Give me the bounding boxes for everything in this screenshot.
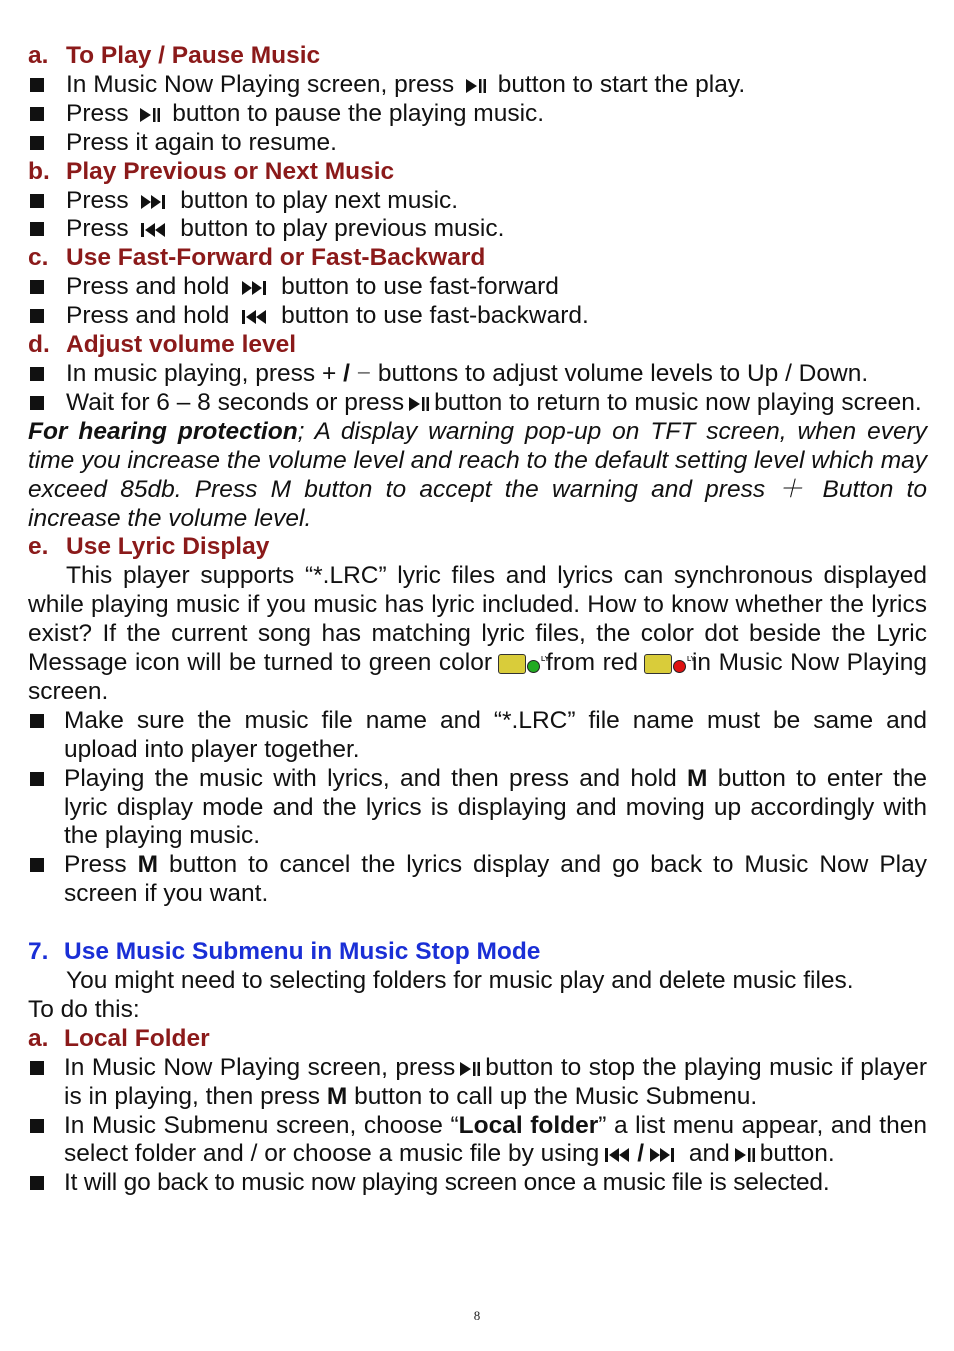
bullet-text — [66, 273, 927, 302]
bullet-text — [64, 1054, 927, 1112]
bullet-square-icon — [28, 1054, 64, 1112]
bullet-text-part: button to play previous music. — [180, 215, 505, 243]
bullet-text-part: Press and hold — [66, 273, 230, 301]
bullet-text-part: button to return to music now playing screen. — [434, 388, 922, 416]
bullet-text — [66, 302, 927, 331]
slash-symbol: / — [637, 1140, 645, 1168]
bullet-text — [66, 71, 927, 100]
bullet-square-icon — [28, 129, 66, 158]
play-pause-icon — [139, 106, 161, 124]
bullet-text-part: button to pause the playing music. — [172, 99, 545, 127]
heading-lyric-display — [28, 533, 927, 562]
play-pause-icon — [734, 1146, 756, 1164]
bullet-text — [66, 389, 927, 418]
bullet-item — [28, 71, 927, 100]
bullet-text-part: button to use fast-backward. — [281, 302, 589, 330]
bullet-item — [28, 100, 927, 129]
plus-symbol: + — [322, 359, 337, 387]
bullet-text: It will go back to music now playing screen once a music file is selected. — [64, 1169, 830, 1197]
heading-fast-forward — [28, 244, 927, 273]
bullet-text: Make sure the music file name and “*.LRC” file name must be same and upload into player together. — [64, 706, 927, 763]
bullet-item — [28, 707, 927, 765]
bullet-text-part: button. — [759, 1140, 835, 1168]
next-track-icon — [648, 1146, 678, 1164]
bullet-text-part: buttons to adjust volume levels to Up / Down. — [377, 359, 869, 387]
heading-label: 7. — [28, 938, 49, 966]
bullet-text-part: In Music Now Playing screen, press — [66, 70, 455, 98]
heading-play-pause — [28, 42, 927, 71]
bullet-text-part: Press and hold — [66, 302, 230, 330]
bullet-square-icon — [28, 215, 66, 244]
bullet-item — [28, 360, 927, 389]
bullet-item — [28, 187, 927, 216]
hearing-protection-note — [28, 418, 927, 534]
bullet-text-part: ” a list menu appear, and then select folder and / or choose a music file by using — [64, 1111, 927, 1168]
bullet-text-part: button to stop the playing music if player is in playing, then press — [64, 1053, 927, 1110]
bullet-text-part: and — [688, 1140, 730, 1168]
local-folder-label: Local folder — [458, 1111, 599, 1139]
bullet-text: Press it again to resume. — [66, 128, 337, 156]
bullet-text — [66, 100, 927, 129]
bullet-item — [28, 273, 927, 302]
bullet-square-icon — [28, 100, 66, 129]
bullet-text-part: In Music Now Playing screen, press — [64, 1053, 456, 1081]
bullet-square-icon — [28, 707, 64, 765]
submenu-intro-text: You might need to selecting folders for music play and delete music files. — [66, 966, 854, 994]
bullet-square-icon — [28, 1169, 64, 1198]
bullet-square-icon — [28, 302, 66, 331]
bullet-text-part: In Music Submenu screen, choose “ — [64, 1111, 459, 1139]
bullet-square-icon — [28, 273, 66, 302]
bullet-item — [28, 302, 927, 331]
heading-title: Use Fast-Forward or Fast-Backward — [66, 244, 486, 272]
note-label: For hearing protection — [28, 417, 298, 445]
bullet-item — [28, 129, 927, 158]
m-key-label: M — [687, 764, 708, 792]
paragraph-text: in Music Now Playing screen. — [28, 649, 927, 705]
heading-title: To Play / Pause Music — [66, 42, 321, 69]
bullet-text — [64, 765, 927, 852]
paragraph-text: from red — [546, 649, 638, 677]
bullet-square-icon — [28, 71, 66, 100]
play-pause-icon — [465, 77, 487, 95]
lyric-paragraph — [28, 562, 927, 707]
bullet-text-part: Press — [64, 851, 127, 879]
bullet-text-part: button to play next music. — [180, 186, 459, 214]
page-number: 8 — [473, 1308, 481, 1323]
bullet-text — [66, 360, 927, 389]
bullet-square-icon — [28, 389, 66, 418]
heading-volume — [28, 331, 927, 360]
next-track-icon — [139, 193, 169, 211]
bullet-text — [66, 187, 927, 216]
bullet-text-part: In music playing, press — [66, 359, 316, 387]
bullet-square-icon — [28, 851, 64, 909]
bullet-item — [28, 1169, 927, 1198]
heading-label: a. — [28, 1024, 49, 1052]
m-key-label: M — [326, 1082, 348, 1110]
bullet-item — [28, 765, 927, 852]
bullet-text-part: button to use fast-forward — [281, 273, 559, 301]
heading-title: Adjust volume level — [66, 331, 297, 359]
bullet-square-icon — [28, 187, 66, 216]
bullet-text-part: Wait for 6 – 8 seconds or press — [66, 388, 405, 416]
heading-title: Play Previous or Next Music — [66, 157, 395, 185]
heading-label: a. — [28, 42, 49, 69]
lyric-green-dot-icon — [498, 652, 540, 674]
slash-symbol: / — [343, 359, 350, 387]
note-text: ; A display warning pop-up on TFT screen, when every time you increase the volume level and reach to the default setting level which may exceed 85db. Press M button to accept the warning and press ＋ Button to increase the volume level. — [28, 417, 928, 532]
submenu-intro-text: To do this: — [28, 995, 140, 1023]
bullet-square-icon — [28, 360, 66, 389]
heading-title: Use Music Submenu in Music Stop Mode — [64, 938, 541, 966]
spacer — [28, 909, 927, 938]
m-key-label: M — [137, 851, 159, 879]
heading-label: c. — [28, 244, 49, 272]
bullet-square-icon — [28, 1112, 64, 1170]
heading-label: e. — [28, 533, 49, 561]
previous-track-icon — [240, 308, 270, 326]
bullet-item — [28, 215, 927, 244]
bullet-text — [64, 851, 927, 909]
minus-symbol: − — [356, 359, 372, 387]
lyric-red-dot-icon — [644, 652, 686, 674]
bullet-item — [28, 1112, 927, 1170]
bullet-item — [28, 851, 927, 909]
play-pause-icon — [408, 395, 430, 413]
bullet-square-icon — [28, 765, 64, 852]
bullet-text — [64, 1112, 927, 1170]
heading-title: Use Lyric Display — [66, 533, 270, 561]
bullet-text-part: Press — [66, 99, 129, 127]
bullet-text-part: button to call up the Music Submenu. — [354, 1082, 758, 1110]
bullet-text-part: Press — [66, 186, 129, 214]
heading-local-folder — [28, 1025, 927, 1054]
heading-label: b. — [28, 157, 50, 185]
bullet-text-part: button to start the play. — [497, 70, 746, 98]
bullet-text — [66, 215, 927, 244]
heading-prev-next — [28, 158, 927, 187]
paragraph-text: This player supports “*.LRC” lyric files and lyrics can synchronous displayed while playing music if you music has lyric included. How to know whether the lyrics exist? If the current song has matching lyric files, the color dot beside the Lyric Message icon will be turned to green color — [28, 562, 927, 677]
bullet-text-part: button to enter the lyric display mode and the lyrics is displaying and moving up accordingly with the playing music. — [64, 764, 927, 850]
bullet-item — [28, 389, 927, 418]
manual-page — [28, 42, 927, 1198]
bullet-text-part: button to cancel the lyrics display and go back to Music Now Play screen if you want. — [64, 851, 927, 908]
previous-track-icon — [139, 221, 169, 239]
heading-title: Local Folder — [64, 1024, 210, 1052]
heading-label: d. — [28, 331, 50, 359]
heading-music-submenu — [28, 938, 927, 967]
bullet-text-part: Press — [66, 215, 129, 243]
bullet-item — [28, 1054, 927, 1112]
previous-track-icon — [603, 1146, 633, 1164]
bullet-text-part: Playing the music with lyrics, and then press and hold — [64, 764, 677, 792]
next-track-icon — [240, 279, 270, 297]
play-pause-icon — [459, 1060, 481, 1078]
